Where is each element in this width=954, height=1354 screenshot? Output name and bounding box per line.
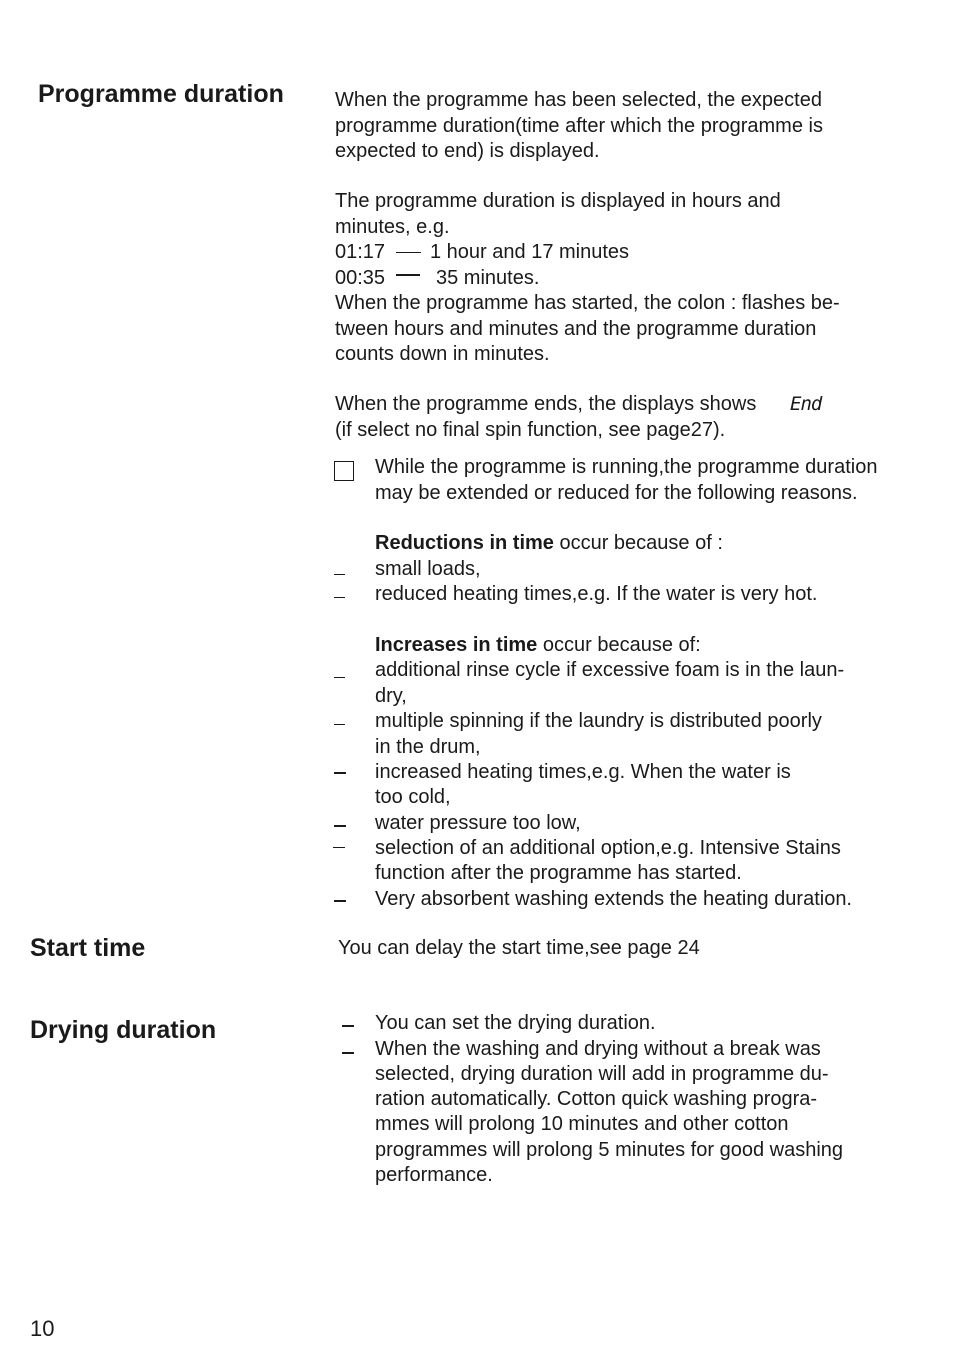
list-item: in the drum, xyxy=(375,736,481,758)
list-item: multiple spinning if the laundry is distributed poorly xyxy=(375,710,822,732)
list-item: function after the programme has started. xyxy=(375,862,742,884)
ends-note: (if select no final spin function, see page27). xyxy=(335,419,726,441)
list-item: dry, xyxy=(375,685,407,707)
programme-duration-heading: Programme duration xyxy=(38,80,284,108)
list-item: too cold, xyxy=(375,786,451,808)
arrow-line-icon xyxy=(396,274,420,276)
note-line: may be extended or reduced for the following reasons. xyxy=(375,482,858,504)
bullet-dash-icon xyxy=(334,825,346,827)
list-item: small loads, xyxy=(375,558,481,580)
list-item: You can set the drying duration. xyxy=(375,1012,656,1034)
display-info-line: The programme duration is displayed in hours and xyxy=(335,190,781,212)
end-display-icon: End xyxy=(790,393,822,415)
ends-line: When the programme ends, the displays shows xyxy=(335,393,757,415)
list-item: water pressure too low, xyxy=(375,812,581,834)
start-time-text: You can delay the start time,see page 24 xyxy=(338,937,700,959)
list-item: When the washing and drying without a break was xyxy=(375,1038,821,1060)
page-number: 10 xyxy=(30,1316,55,1341)
example-time: 01:17 xyxy=(335,241,386,263)
bullet-dash-icon xyxy=(342,1052,354,1054)
bullet-dash-icon xyxy=(342,1025,354,1027)
arrow-line-icon xyxy=(396,252,421,253)
intro-line: When the programme has been selected, the expected xyxy=(335,89,822,111)
increases-label: Increases in time occur because of: xyxy=(375,634,701,656)
started-line: counts down in minutes. xyxy=(335,343,550,365)
list-item: Very absorbent washing extends the heating duration. xyxy=(375,888,852,910)
list-item: performance. xyxy=(375,1164,493,1186)
example-meaning: 1 hour and 17 minutes xyxy=(430,241,630,263)
started-line: When the programme has started, the colon : flashes be- xyxy=(335,292,840,314)
display-info-line: minutes, e.g. xyxy=(335,215,450,238)
intro-line: expected to end) is displayed. xyxy=(335,140,600,162)
bullet-dash-icon xyxy=(334,900,346,902)
list-item: increased heating times,e.g. When the water is xyxy=(375,761,791,783)
list-item: selected, drying duration will add in programme du- xyxy=(375,1063,829,1085)
drying-duration-heading: Drying duration xyxy=(30,1016,217,1044)
list-item: mmes will prolong 10 minutes and other cotton xyxy=(375,1113,789,1135)
note-box-icon xyxy=(334,461,354,481)
list-item: selection of an additional option,e.g. Intensive Stains xyxy=(375,837,841,859)
note-line: While the programme is running,the programme duration xyxy=(375,456,878,478)
reductions-label: Reductions in time occur because of : xyxy=(375,532,723,554)
intro-line: programme duration(time after which the programme is xyxy=(335,114,823,137)
bullet-dash-icon xyxy=(334,724,345,725)
example-time: 00:35 xyxy=(335,267,386,289)
bullet-dash-icon xyxy=(333,847,345,848)
bullet-dash-icon xyxy=(334,772,346,774)
bullet-dash-icon xyxy=(334,597,345,598)
started-line: tween hours and minutes and the programme duration xyxy=(335,317,817,340)
bullet-dash-icon xyxy=(334,677,345,678)
list-item: additional rinse cycle if excessive foam is in the laun- xyxy=(375,659,845,681)
list-item: programmes will prolong 5 minutes for good washing xyxy=(375,1139,844,1161)
bullet-dash-icon xyxy=(334,574,345,575)
list-item: ration automatically. Cotton quick washing progra- xyxy=(375,1088,818,1110)
example-meaning: 35 minutes. xyxy=(436,267,540,289)
start-time-heading: Start time xyxy=(30,934,146,962)
list-item: reduced heating times,e.g. If the water is very hot. xyxy=(375,583,818,605)
